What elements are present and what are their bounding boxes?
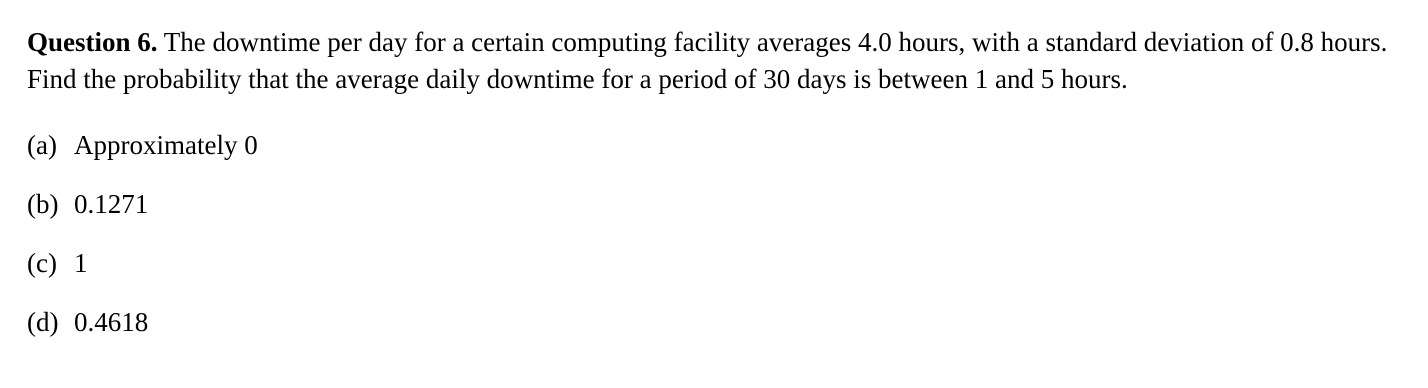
option-c bbox=[27, 245, 258, 304]
option-a bbox=[27, 127, 258, 186]
option-text: 0.4618 bbox=[74, 307, 149, 337]
question-label: Question 6. bbox=[27, 27, 158, 57]
option-letter: (b) bbox=[27, 189, 59, 219]
question-text: The downtime per day for a certain computing facility averages 4.0 hours, with a standard deviation of 0.8 hours. Find the probability that the average daily downtime for a period of 30 days is between 1 and 5 hours. bbox=[27, 27, 1388, 94]
option-text: Approximately 0 bbox=[74, 130, 258, 160]
option-letter: (a) bbox=[27, 130, 57, 160]
question-block bbox=[27, 24, 1407, 98]
answer-options bbox=[27, 127, 258, 363]
option-letter: (c) bbox=[27, 248, 57, 278]
option-b bbox=[27, 186, 258, 245]
option-text: 1 bbox=[74, 248, 88, 278]
option-letter: (d) bbox=[27, 307, 59, 337]
option-text: 0.1271 bbox=[74, 189, 149, 219]
option-d bbox=[27, 304, 258, 363]
